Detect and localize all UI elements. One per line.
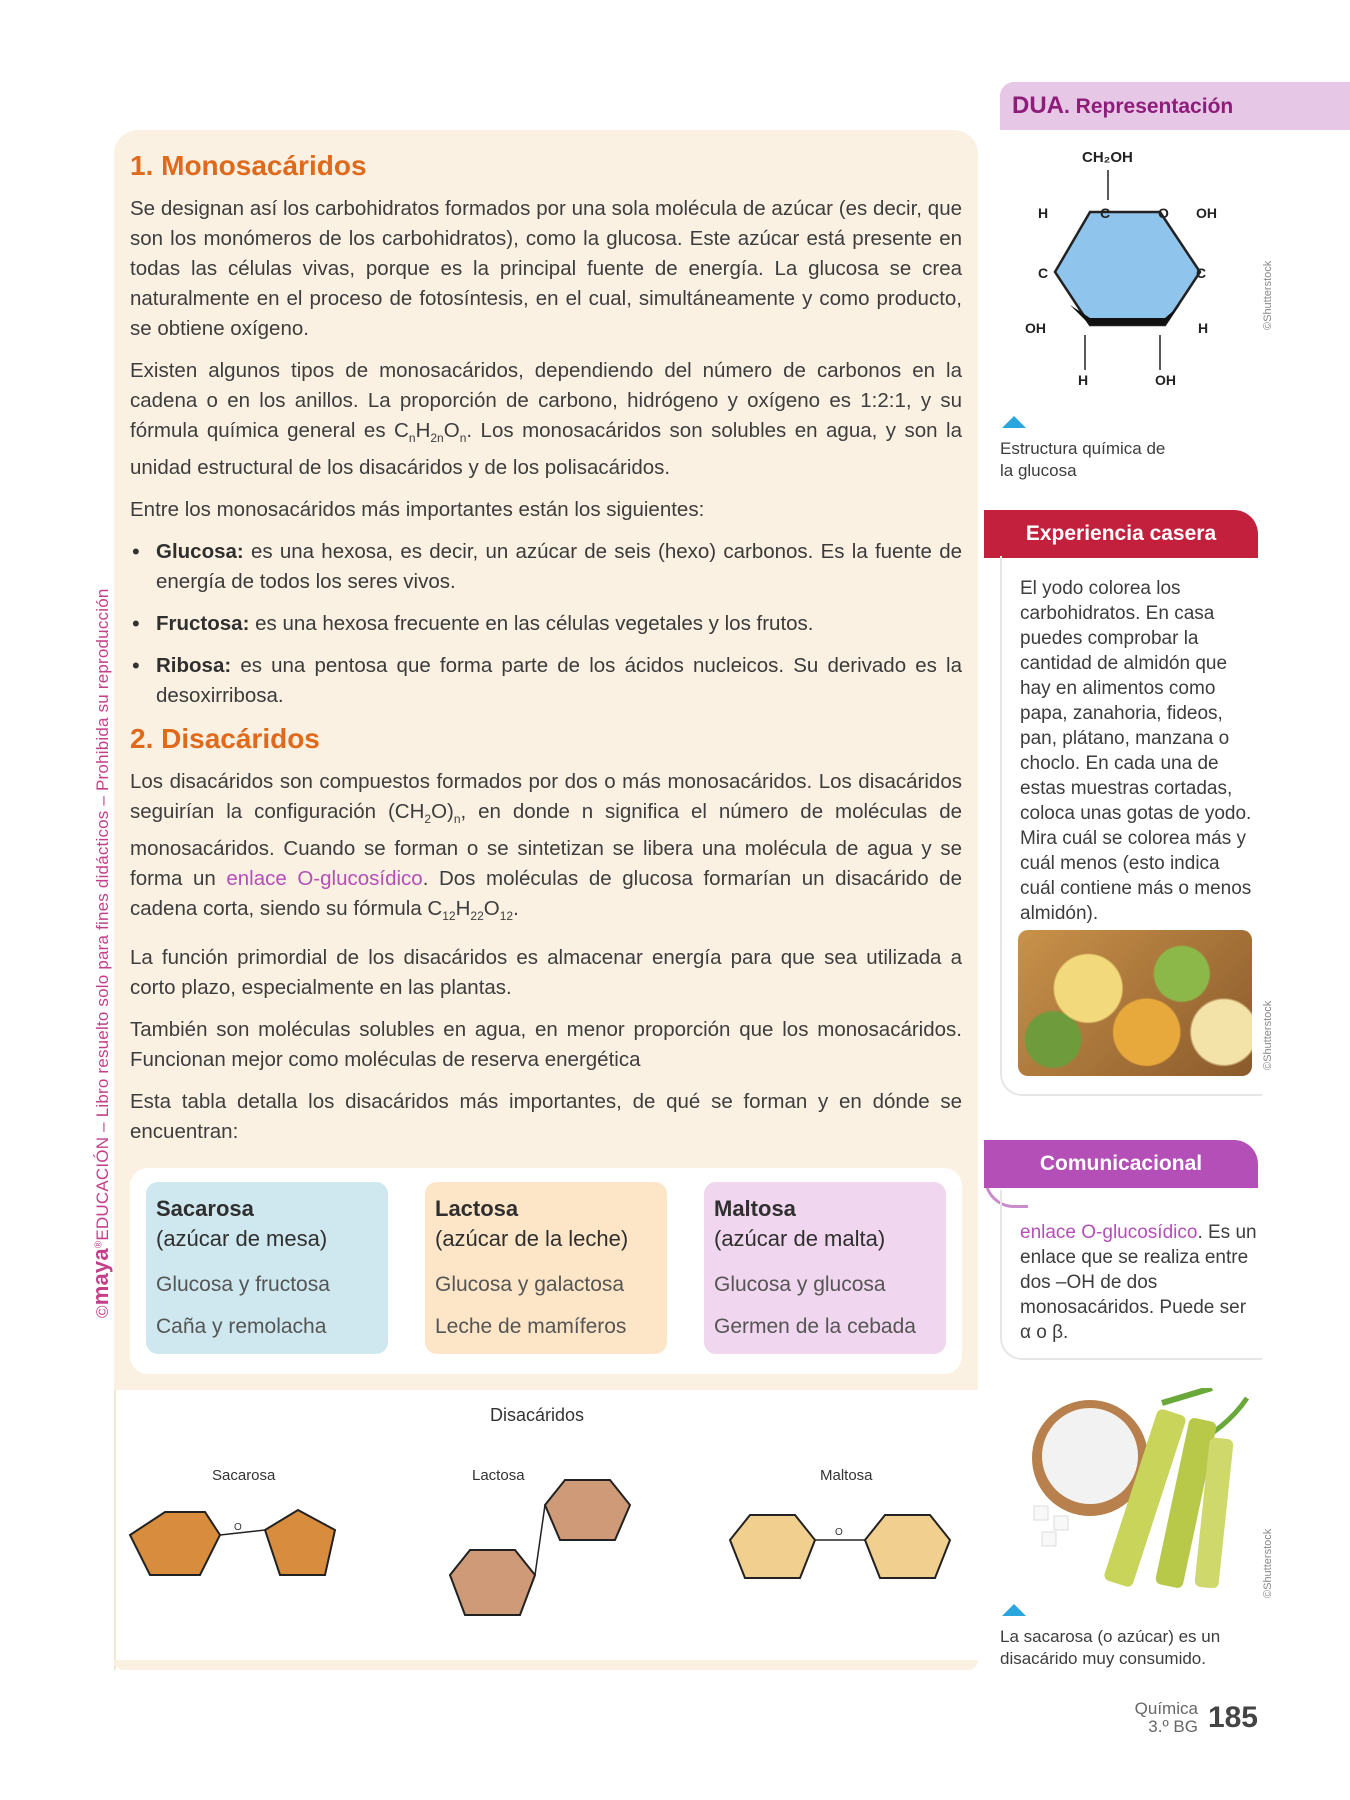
paragraph: La función primordial de los disacáridos es almacenar energía para que sea utilizada a corto plazo, especialmente en las plantas. — [130, 946, 962, 1000]
image-credit: ©Shutterstock — [1262, 1000, 1274, 1070]
pasta-photo — [1018, 930, 1252, 1076]
svg-text:H: H — [1078, 372, 1089, 388]
caption-arrow-icon — [1002, 1604, 1026, 1616]
image-credit: ©Shutterstock — [1262, 1528, 1274, 1598]
diagram-label-sacarosa: Sacarosa — [212, 1467, 276, 1484]
dua-header: DUA. Representación — [1000, 82, 1350, 130]
maltosa-glucose-ring-2 — [865, 1515, 950, 1578]
paragraph: Existen algunos tipos de monosacáridos, dependiendo del número de carbonos en la cadena o en los anillos. La proporción de carbono, hidrógeno y oxígeno es 1:2:1, y su fórmula química general es $C_nH_{2n}O_n$. Los monosacáridos son solubles en agua, y son la unidad estructural de los disacáridos y de los polisacáridos. — [130, 359, 963, 480]
svg-text:OH: OH — [1196, 205, 1217, 221]
svg-text:O: O — [234, 1522, 242, 1533]
svg-text:O: O — [835, 1527, 843, 1538]
svg-text:C: C — [1038, 265, 1049, 281]
svg-text:C: C — [1100, 205, 1111, 221]
paragraph: Esta tabla detalla los disacáridos más importantes, de qué se forman y en dónde se encuentran: — [130, 1090, 962, 1144]
sacarosa-fructose-ring — [265, 1510, 335, 1575]
panel-bottom-edge — [114, 1660, 978, 1670]
comunicacional-box: enlace O-glucosídico. Es un enlace que se realiza entre dos –OH de dos monosacáridos. Puede ser α o β. — [1000, 1190, 1262, 1360]
main-content — [130, 150, 962, 1159]
svg-text:C: C — [1196, 265, 1207, 281]
list-item: • Ribosa: es una pentosa que forma parte de los ácidos nucleicos. Su derivado es la desoxirribosa. — [130, 651, 962, 711]
paragraph: Los disacáridos son compuestos formados por dos o más monosacáridos. Los disacáridos seguirían la configuración $(CH_2O)_n$, en donde n significa el número de moléculas de monosacáridos. Cuando se forman o se sintetizan se libera una molécula de agua y se forma un enlace O-glucosídico. Dos moléculas de glucosa formarían un disacárido de cadena corta, siendo su fórmula $C_{12}H_{22}O_{12}$. — [130, 770, 962, 924]
lactosa-galactose-ring — [545, 1480, 630, 1540]
list-item: • Glucosa: es una hexosa, es decir, un azúcar de seis (hexo) carbonos. Es la fuente de energía de todos los seres vivos. — [130, 537, 962, 597]
list-item: • Fructosa: es una hexosa frecuente en las células vegetales y los frutos. — [130, 609, 962, 639]
brand-logo: maya — [88, 1248, 113, 1306]
glucose-structure — [1020, 140, 1250, 400]
experiencia-casera-box: El yodo colorea los carbohidratos. En casa puedes comprobar la cantidad de almidón que hay en alimentos como papa, zanahoria, fideos, pan, plátano, manzana o choclo. En cada una de estas muestras cortadas, coloca unas gotas de yodo. Mira cuál se colorea más y cuál menos (esto indica cuál contiene más o menos almidón). — [1000, 556, 1262, 1096]
card-lactosa: Lactosa (azúcar de la leche) Glucosa y galactosa Leche de mamíferos — [425, 1182, 667, 1354]
paragraph: También son moléculas solubles en agua, en menor proporción que los monosacáridos. Funcionan mejor como moléculas de reserva energética — [130, 1018, 962, 1072]
section-title-monosacaridos: 1. Monosacáridos — [130, 150, 367, 181]
card-maltosa: Maltosa (azúcar de malta) Glucosa y glucosa Germen de la cebada — [704, 1182, 946, 1354]
sacarosa-glucose-ring — [130, 1512, 220, 1575]
disaccharide-diagram — [120, 1450, 980, 1650]
svg-text:H: H — [1198, 320, 1209, 336]
caption-arrow-icon — [1002, 416, 1026, 428]
svg-text:O: O — [1158, 205, 1169, 221]
svg-text:OH: OH — [1025, 320, 1046, 336]
diagram-label-lactosa: Lactosa — [472, 1467, 525, 1484]
paragraph: Entre los monosacáridos más importantes están los siguientes: — [130, 498, 705, 522]
comunicacional-header: Comunicacional — [984, 1140, 1258, 1188]
grade-label: 3.º BG — [1148, 1717, 1198, 1736]
page-footer — [1135, 1700, 1258, 1736]
section-title-disacaridos: 2. Disacáridos — [130, 723, 320, 755]
maltosa-glucose-ring-1 — [730, 1515, 815, 1578]
card-sacarosa: Sacarosa (azúcar de mesa) Glucosa y fructosa Caña y remolacha — [146, 1182, 388, 1354]
lactosa-glucose-ring — [450, 1550, 535, 1615]
copyright-note: ©maya®EDUCACIÓN – Libro resuelto solo para fines didácticos – Prohibida su reproducción — [88, 588, 113, 1318]
disaccharide-table — [130, 1168, 962, 1374]
image-credit: ©Shutterstock — [1262, 260, 1274, 330]
glossary-term-link[interactable]: enlace O-glucosídico — [226, 867, 423, 891]
paragraph: Se designan así los carbohidratos formados por una sola molécula de azúcar (es decir, que son los monómeros de los carbohidratos), como la glucosa. Este azúcar está presente en todas las células vivas, porque es la principal fuente de energía. La glucosa se crea naturalmente en el proceso de fotosíntesis, en el cual, simultáneamente y como producto, se obtiene oxígeno. — [130, 197, 962, 340]
page-number: 185 — [1207, 1701, 1258, 1734]
svg-text:CH₂OH: CH₂OH — [1082, 149, 1133, 166]
svg-text:OH: OH — [1155, 372, 1176, 388]
subject-name: Química — [1134, 1699, 1198, 1718]
sugar-caption: La sacarosa (o azúcar) es un disacárido muy consumido. — [1000, 1627, 1221, 1668]
sugar-cane-photo — [1012, 1388, 1252, 1588]
experiencia-casera-header: Experiencia casera — [984, 510, 1258, 558]
monosaccharide-list — [130, 537, 962, 711]
diagram-title: Disacáridos — [490, 1405, 585, 1425]
svg-text:H: H — [1038, 205, 1049, 221]
diagram-label-maltosa: Maltosa — [820, 1467, 873, 1484]
glucose-caption: Estructura química de la glucosa — [1000, 439, 1166, 480]
